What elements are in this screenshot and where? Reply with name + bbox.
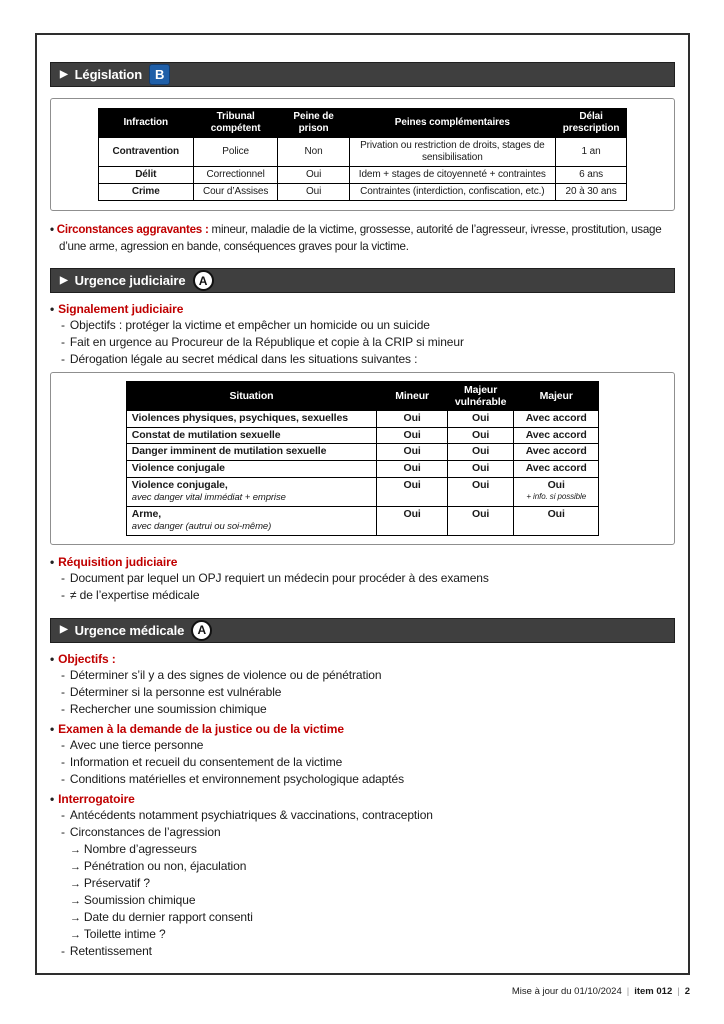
dash-marker: - [61, 587, 65, 602]
triangle-icon: ▶ [60, 624, 68, 636]
document-page [35, 33, 690, 975]
table-row [126, 506, 598, 535]
list-item-text: Document par lequel un OPJ requiert un médecin pour procéder à des examens [69, 570, 489, 585]
rank-a-badge: A [191, 620, 212, 641]
cell-majeur: Oui + info. si possible [514, 477, 599, 506]
list-item [61, 317, 675, 334]
page-footer [512, 986, 690, 997]
section-title-urgence-judiciaire: Urgence judiciaire [74, 273, 186, 288]
cell: Privation ou restriction de droits, stages de sensibilisation [349, 138, 555, 167]
table-row [98, 167, 627, 184]
arrow-icon: → [70, 860, 81, 873]
bullet-marker: • [50, 302, 55, 316]
list-item-text: Information et recueil du consentement de la victime [69, 754, 343, 769]
infractions-panel [50, 98, 675, 211]
list-item [61, 807, 675, 824]
cell: Correctionnel [193, 167, 278, 184]
cell: Oui [278, 167, 349, 184]
list-item-text: Dérogation légale au secret médical dans les situations suivantes : [69, 352, 418, 366]
list-item [61, 351, 675, 368]
table-row [126, 444, 598, 461]
sub-list-item-text: Toilette intime ? [83, 926, 166, 941]
dash-marker: - [61, 943, 65, 958]
dash-marker: - [61, 570, 65, 585]
col-mineur: Mineur [377, 382, 448, 411]
list-item-text: Avec une tierce personne [69, 737, 204, 752]
list-item [61, 570, 675, 587]
cell: Oui [448, 461, 514, 478]
list-item [61, 701, 675, 718]
sub-list-item-text: Nombre d’agresseurs [83, 841, 197, 856]
list-item-text: Objectifs : protéger la victime et empêcher un homicide ou un suicide [69, 318, 430, 332]
rank-a-badge: A [193, 270, 214, 291]
cell-majeur: Avec accord [514, 444, 599, 461]
cell-situation: Constat de mutilation sexuelle [126, 427, 376, 444]
examen-label: Examen à la demande de la justice ou de la victime [58, 721, 344, 736]
list-item [61, 667, 675, 684]
footer-updated-date: Mise à jour du 01/10/2024 [511, 986, 622, 997]
col-delai-prescription: Délai prescription [555, 109, 626, 138]
cell: Idem + stages de citoyenneté + contraintes [349, 167, 555, 184]
dash-marker: - [61, 771, 65, 786]
cell: Oui [448, 427, 514, 444]
table-row [98, 138, 627, 167]
cell: Oui [377, 411, 448, 428]
list-item [61, 943, 675, 960]
arrow-icon: → [70, 877, 81, 890]
section-header-legislation [50, 62, 675, 87]
list-item [61, 771, 675, 788]
table-row [126, 477, 598, 506]
arrow-icon: → [70, 911, 81, 924]
cell-situation: Violences physiques, psychiques, sexuelles [126, 411, 376, 428]
section-title-urgence-medicale: Urgence médicale [74, 622, 185, 638]
cell-situation: Arme, avec danger (autrui ou soi-même) [126, 506, 376, 535]
list-item-text: Rechercher une soumission chimique [69, 701, 267, 716]
cell: Oui [448, 477, 514, 506]
list-item [61, 587, 675, 604]
objectifs-heading [50, 651, 675, 667]
sub-list-item [70, 926, 675, 943]
signalement-label: Signalement judiciaire [58, 302, 184, 316]
sub-list-item [70, 875, 675, 892]
list-item [61, 737, 675, 754]
footer-item-number: item 012 [634, 986, 673, 997]
signalement-block [50, 301, 675, 368]
examen-block [50, 721, 675, 788]
cell: Police [193, 138, 278, 167]
cell-situation: Violence conjugale, avec danger vital immédiat + emprise [126, 477, 376, 506]
section-header-urgence-judiciaire [50, 268, 675, 293]
requisition-block [50, 554, 675, 604]
footer-page-number: 2 [684, 986, 690, 997]
list-item-text: Déterminer si la personne est vulnérable [69, 684, 282, 699]
col-tribunal: Tribunal compétent [193, 109, 278, 138]
footer-separator: | [677, 986, 680, 997]
dash-marker: - [61, 684, 65, 699]
interrogatoire-block [50, 791, 675, 960]
examen-heading [50, 721, 675, 737]
aggravating-label: Circonstances aggravantes : [56, 223, 209, 236]
objectifs-block [50, 651, 675, 718]
list-item [61, 824, 675, 841]
table-row [126, 411, 598, 428]
objectifs-label: Objectifs : [58, 651, 116, 666]
table-header-row [126, 382, 598, 411]
dash-marker: - [61, 737, 65, 752]
sub-list-item [70, 909, 675, 926]
list-item [61, 754, 675, 771]
sub-list-item [70, 841, 675, 858]
page-content [37, 35, 688, 960]
sub-list-item-text: Pénétration ou non, éjaculation [83, 858, 247, 873]
list-item-text: Retentissement [69, 943, 152, 958]
cell-majeur: Avec accord [514, 411, 599, 428]
bullet-marker: • [50, 791, 55, 806]
sub-list-item-text: Soumission chimique [83, 892, 196, 907]
table-header-row [98, 109, 627, 138]
section-title-legislation: Législation [74, 67, 143, 82]
cell: Contraintes (interdiction, confiscation, etc.) [349, 184, 555, 201]
infractions-table [98, 108, 628, 201]
cell-majeur: Avec accord [514, 461, 599, 478]
cell: Oui [377, 477, 448, 506]
situations-panel [50, 372, 675, 545]
cell: 1 an [555, 138, 626, 167]
rank-b-badge: B [149, 64, 170, 85]
arrow-icon: → [70, 928, 81, 941]
aggravating-text: mineur, maladie de la victime, grossesse, autorité de l’agresseur, ivresse, prostitution, usage d’une arme, agression en bande, conséquences graves pour la victime. [59, 223, 662, 253]
bullet-marker: • [50, 223, 54, 236]
list-item-text: Déterminer s’il y a des signes de violence ou de pénétration [69, 667, 382, 682]
list-item-text: Antécédents notamment psychiatriques & vaccinations, contraception [69, 807, 433, 822]
col-peine-prison: Peine de prison [278, 109, 349, 138]
cell: Non [278, 138, 349, 167]
triangle-icon: ▶ [60, 68, 68, 80]
col-majeur: Majeur [514, 382, 599, 411]
cell: Crime [98, 184, 193, 201]
cell: Délit [98, 167, 193, 184]
col-infraction: Infraction [98, 109, 193, 138]
cell: Oui [377, 444, 448, 461]
table-row [126, 461, 598, 478]
aggravating-circumstances-paragraph [50, 222, 675, 255]
cell-majeur: Avec accord [514, 427, 599, 444]
sub-list-item-text: Préservatif ? [83, 875, 150, 890]
cell-situation: Violence conjugale [126, 461, 376, 478]
list-item [61, 334, 675, 351]
table-row [126, 427, 598, 444]
bullet-marker: • [50, 721, 55, 736]
signalement-heading [50, 301, 675, 317]
col-peines-complementaires: Peines complémentaires [349, 109, 555, 138]
col-situation: Situation [126, 382, 376, 411]
dash-marker: - [61, 318, 65, 332]
sub-list-item [70, 892, 675, 909]
footer-separator: | [626, 986, 630, 997]
dash-marker: - [61, 754, 65, 769]
requisition-label: Réquisition judiciaire [58, 554, 178, 569]
list-item [61, 684, 675, 701]
cell-situation: Danger imminent de mutilation sexuelle [126, 444, 376, 461]
cell: Oui [448, 506, 514, 535]
dash-marker: - [61, 824, 65, 839]
cell: Contravention [98, 138, 193, 167]
list-item-text: Fait en urgence au Procureur de la République et copie à la CRIP si mineur [69, 335, 464, 349]
sub-list-item-text: Date du dernier rapport consenti [83, 909, 253, 924]
dash-marker: - [61, 667, 65, 682]
col-majeur-vulnerable: Majeur vulnérable [448, 382, 514, 411]
cell: Oui [377, 506, 448, 535]
cell: Oui [377, 461, 448, 478]
requisition-heading [50, 554, 675, 570]
list-item-text: ≠ de l’expertise médicale [69, 587, 200, 602]
sub-list-item [70, 858, 675, 875]
dash-marker: - [61, 352, 65, 366]
table-row [98, 184, 627, 201]
dash-marker: - [61, 701, 65, 716]
list-item-text: Circonstances de l’agression [69, 824, 221, 839]
interrogatoire-label: Interrogatoire [58, 791, 135, 806]
arrow-icon: → [70, 843, 81, 856]
cell: Oui [448, 444, 514, 461]
interrogatoire-heading [50, 791, 675, 807]
triangle-icon: ▶ [60, 274, 68, 286]
dash-marker: - [61, 335, 65, 349]
cell: Oui [377, 427, 448, 444]
list-item-text: Conditions matérielles et environnement psychologique adaptés [69, 771, 405, 786]
section-header-urgence-medicale [50, 618, 675, 643]
cell: 6 ans [555, 167, 626, 184]
cell: Oui [448, 411, 514, 428]
situations-table [126, 381, 599, 536]
cell: Cour d’Assises [193, 184, 278, 201]
arrow-icon: → [70, 894, 81, 907]
cell-majeur: Oui [514, 506, 599, 535]
bullet-marker: • [50, 554, 55, 569]
bullet-marker: • [50, 651, 55, 666]
dash-marker: - [61, 807, 65, 822]
cell: 20 à 30 ans [555, 184, 626, 201]
cell: Oui [278, 184, 349, 201]
